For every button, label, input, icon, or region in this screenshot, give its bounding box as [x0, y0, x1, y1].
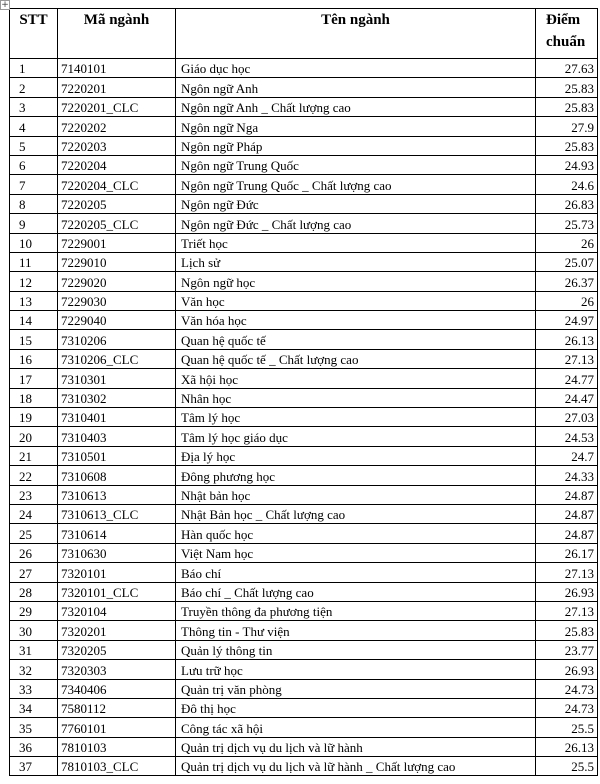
cell-stt: 9: [10, 214, 58, 233]
table-row: [10, 660, 598, 679]
table-row: [10, 543, 598, 562]
table-row: [10, 563, 598, 582]
cell-code: 7320101_CLC: [58, 582, 176, 601]
cell-name: Văn hóa học: [176, 311, 536, 330]
cell-stt: 15: [10, 330, 58, 349]
cell-code: 7310206: [58, 330, 176, 349]
cell-stt: 8: [10, 194, 58, 213]
header-code: Mã ngành: [58, 9, 176, 59]
cell-name: Văn học: [176, 291, 536, 310]
cell-score: 25.83: [536, 136, 598, 155]
table-row: [10, 737, 598, 756]
cell-name: Truyền thông đa phương tiện: [176, 601, 536, 620]
cell-name: Quản lý thông tin: [176, 640, 536, 659]
table-row: [10, 388, 598, 407]
cell-score: 25.83: [536, 78, 598, 97]
admission-score-table: [9, 8, 598, 776]
cell-code: 7140101: [58, 59, 176, 78]
table-row: [10, 718, 598, 737]
table-row: [10, 117, 598, 136]
cell-code: 7229020: [58, 272, 176, 291]
cell-code: 7580112: [58, 698, 176, 717]
cell-score: 26.93: [536, 582, 598, 601]
cell-name: Ngôn ngữ Trung Quốc _ Chất lượng cao: [176, 175, 536, 194]
cell-code: 7220205_CLC: [58, 214, 176, 233]
cell-code: 7220201_CLC: [58, 97, 176, 116]
cell-stt: 34: [10, 698, 58, 717]
cell-code: 7310613_CLC: [58, 504, 176, 523]
cell-score: 27.63: [536, 59, 598, 78]
cell-stt: 12: [10, 272, 58, 291]
cell-score: 24.87: [536, 524, 598, 543]
cell-stt: 18: [10, 388, 58, 407]
cell-stt: 21: [10, 446, 58, 465]
cell-score: 26.83: [536, 194, 598, 213]
cell-name: Nhân học: [176, 388, 536, 407]
cell-name: Địa lý học: [176, 446, 536, 465]
cell-name: Lịch sử: [176, 252, 536, 271]
table-row: [10, 369, 598, 388]
cell-name: Ngôn ngữ Pháp: [176, 136, 536, 155]
cell-stt: 6: [10, 155, 58, 174]
cell-code: 7220204: [58, 155, 176, 174]
cell-name: Báo chí: [176, 563, 536, 582]
cell-stt: 7: [10, 175, 58, 194]
cell-code: 7310401: [58, 408, 176, 427]
cell-score: 25.5: [536, 757, 598, 776]
cell-name: Nhật bản học: [176, 485, 536, 504]
cell-name: Đô thị học: [176, 698, 536, 717]
cell-name: Xã hội học: [176, 369, 536, 388]
cell-stt: 4: [10, 117, 58, 136]
table-row: [10, 97, 598, 116]
cell-code: 7310302: [58, 388, 176, 407]
table-row: [10, 621, 598, 640]
cell-name: Công tác xã hội: [176, 718, 536, 737]
cell-score: 23.77: [536, 640, 598, 659]
cell-score: 24.73: [536, 679, 598, 698]
cell-name: Ngôn ngữ Đức: [176, 194, 536, 213]
cell-code: 7320303: [58, 660, 176, 679]
cell-score: 27.13: [536, 601, 598, 620]
cell-name: Giáo dục học: [176, 59, 536, 78]
cell-code: 7310501: [58, 446, 176, 465]
cell-stt: 36: [10, 737, 58, 756]
cell-code: 7310403: [58, 427, 176, 446]
cell-code: 7320104: [58, 601, 176, 620]
cell-stt: 16: [10, 349, 58, 368]
cell-stt: 26: [10, 543, 58, 562]
cell-name: Quan hệ quốc tế _ Chất lượng cao: [176, 349, 536, 368]
cell-score: 24.97: [536, 311, 598, 330]
cell-stt: 27: [10, 563, 58, 582]
cell-name: Ngôn ngữ học: [176, 272, 536, 291]
cell-stt: 10: [10, 233, 58, 252]
table-row: [10, 311, 598, 330]
table-row: [10, 194, 598, 213]
cell-score: 26.93: [536, 660, 598, 679]
table-row: [10, 233, 598, 252]
cell-score: 27.03: [536, 408, 598, 427]
cell-code: 7310608: [58, 466, 176, 485]
cell-score: 26.17: [536, 543, 598, 562]
cell-name: Quản trị dịch vụ du lịch và lữ hành _ Chất lượng cao: [176, 757, 536, 776]
table-row: [10, 214, 598, 233]
table-row: [10, 698, 598, 717]
cell-score: 25.83: [536, 621, 598, 640]
cell-name: Triết học: [176, 233, 536, 252]
cell-score: 26: [536, 291, 598, 310]
cell-stt: 14: [10, 311, 58, 330]
table-row: [10, 155, 598, 174]
cell-code: 7220203: [58, 136, 176, 155]
cell-code: 7220202: [58, 117, 176, 136]
cell-stt: 1: [10, 59, 58, 78]
cell-code: 7320201: [58, 621, 176, 640]
cell-score: 26.13: [536, 330, 598, 349]
cell-stt: 19: [10, 408, 58, 427]
cell-code: 7320101: [58, 563, 176, 582]
cell-code: 7220205: [58, 194, 176, 213]
table-body: [10, 59, 598, 776]
cell-stt: 35: [10, 718, 58, 737]
cell-score: 24.87: [536, 485, 598, 504]
cell-name: Hàn quốc học: [176, 524, 536, 543]
cell-code: 7220201: [58, 78, 176, 97]
cell-score: 25.5: [536, 718, 598, 737]
cell-score: 24.87: [536, 504, 598, 523]
cell-score: 27.13: [536, 563, 598, 582]
cell-score: 26.37: [536, 272, 598, 291]
header-stt: STT: [10, 9, 58, 59]
cell-stt: 11: [10, 252, 58, 271]
cell-score: 25.07: [536, 252, 598, 271]
cell-stt: 30: [10, 621, 58, 640]
cell-name: Ngôn ngữ Anh: [176, 78, 536, 97]
cell-score: 25.73: [536, 214, 598, 233]
cell-code: 7810103: [58, 737, 176, 756]
cell-code: 7310613: [58, 485, 176, 504]
cell-stt: 13: [10, 291, 58, 310]
cell-stt: 25: [10, 524, 58, 543]
cell-score: 24.6: [536, 175, 598, 194]
table-row: [10, 291, 598, 310]
table-row: [10, 679, 598, 698]
table-row: [10, 757, 598, 776]
cell-stt: 32: [10, 660, 58, 679]
cell-name: Thông tin - Thư viện: [176, 621, 536, 640]
table-row: [10, 78, 598, 97]
cell-code: 7229010: [58, 252, 176, 271]
cell-name: Quản trị văn phòng: [176, 679, 536, 698]
cell-code: 7310301: [58, 369, 176, 388]
cell-code: 7340406: [58, 679, 176, 698]
cell-name: Ngôn ngữ Nga: [176, 117, 536, 136]
cell-score: 24.33: [536, 466, 598, 485]
cell-score: 24.47: [536, 388, 598, 407]
cell-stt: 22: [10, 466, 58, 485]
header-score: Điểm chuẩn: [536, 9, 598, 59]
cell-code: 7229030: [58, 291, 176, 310]
cell-code: 7320205: [58, 640, 176, 659]
table-row: [10, 446, 598, 465]
cell-score: 24.93: [536, 155, 598, 174]
cell-stt: 28: [10, 582, 58, 601]
cell-stt: 23: [10, 485, 58, 504]
cell-code: 7220204_CLC: [58, 175, 176, 194]
cell-name: Ngôn ngữ Anh _ Chất lượng cao: [176, 97, 536, 116]
cell-name: Quan hệ quốc tế: [176, 330, 536, 349]
cell-name: Ngôn ngữ Đức _ Chất lượng cao: [176, 214, 536, 233]
cell-stt: 5: [10, 136, 58, 155]
cell-stt: 2: [10, 78, 58, 97]
table-move-handle-icon[interactable]: +: [1, 0, 9, 10]
table-row: [10, 485, 598, 504]
cell-code: 7810103_CLC: [58, 757, 176, 776]
table-row: [10, 601, 598, 620]
cell-score: 24.77: [536, 369, 598, 388]
cell-score: 26.13: [536, 737, 598, 756]
cell-code: 7760101: [58, 718, 176, 737]
table-row: [10, 504, 598, 523]
table-row: [10, 175, 598, 194]
table-row: [10, 524, 598, 543]
table-header-row: [10, 9, 598, 59]
cell-code: 7310206_CLC: [58, 349, 176, 368]
cell-score: 24.7: [536, 446, 598, 465]
cell-score: 25.83: [536, 97, 598, 116]
table-row: [10, 466, 598, 485]
cell-score: 26: [536, 233, 598, 252]
cell-stt: 33: [10, 679, 58, 698]
cell-score: 27.13: [536, 349, 598, 368]
table-row: [10, 330, 598, 349]
table-row: [10, 252, 598, 271]
table-row: [10, 408, 598, 427]
cell-name: Quản trị dịch vụ du lịch và lữ hành: [176, 737, 536, 756]
table-row: [10, 59, 598, 78]
cell-code: 7310614: [58, 524, 176, 543]
cell-stt: 29: [10, 601, 58, 620]
cell-code: 7229001: [58, 233, 176, 252]
table-row: [10, 640, 598, 659]
cell-stt: 24: [10, 504, 58, 523]
cell-name: Đông phương học: [176, 466, 536, 485]
table-row: [10, 349, 598, 368]
table-row: [10, 582, 598, 601]
cell-stt: 37: [10, 757, 58, 776]
table-row: [10, 272, 598, 291]
cell-code: 7229040: [58, 311, 176, 330]
cell-name: Ngôn ngữ Trung Quốc: [176, 155, 536, 174]
cell-stt: 3: [10, 97, 58, 116]
cell-stt: 17: [10, 369, 58, 388]
cell-score: 24.73: [536, 698, 598, 717]
cell-name: Báo chí _ Chất lượng cao: [176, 582, 536, 601]
cell-name: Việt Nam học: [176, 543, 536, 562]
cell-stt: 31: [10, 640, 58, 659]
cell-score: 27.9: [536, 117, 598, 136]
cell-stt: 20: [10, 427, 58, 446]
cell-name: Tâm lý học: [176, 408, 536, 427]
table-row: [10, 427, 598, 446]
table-row: [10, 136, 598, 155]
cell-name: Tâm lý học giáo dục: [176, 427, 536, 446]
cell-code: 7310630: [58, 543, 176, 562]
cell-score: 24.53: [536, 427, 598, 446]
header-name: Tên ngành: [176, 9, 536, 59]
cell-name: Lưu trữ học: [176, 660, 536, 679]
cell-name: Nhật Bản học _ Chất lượng cao: [176, 504, 536, 523]
